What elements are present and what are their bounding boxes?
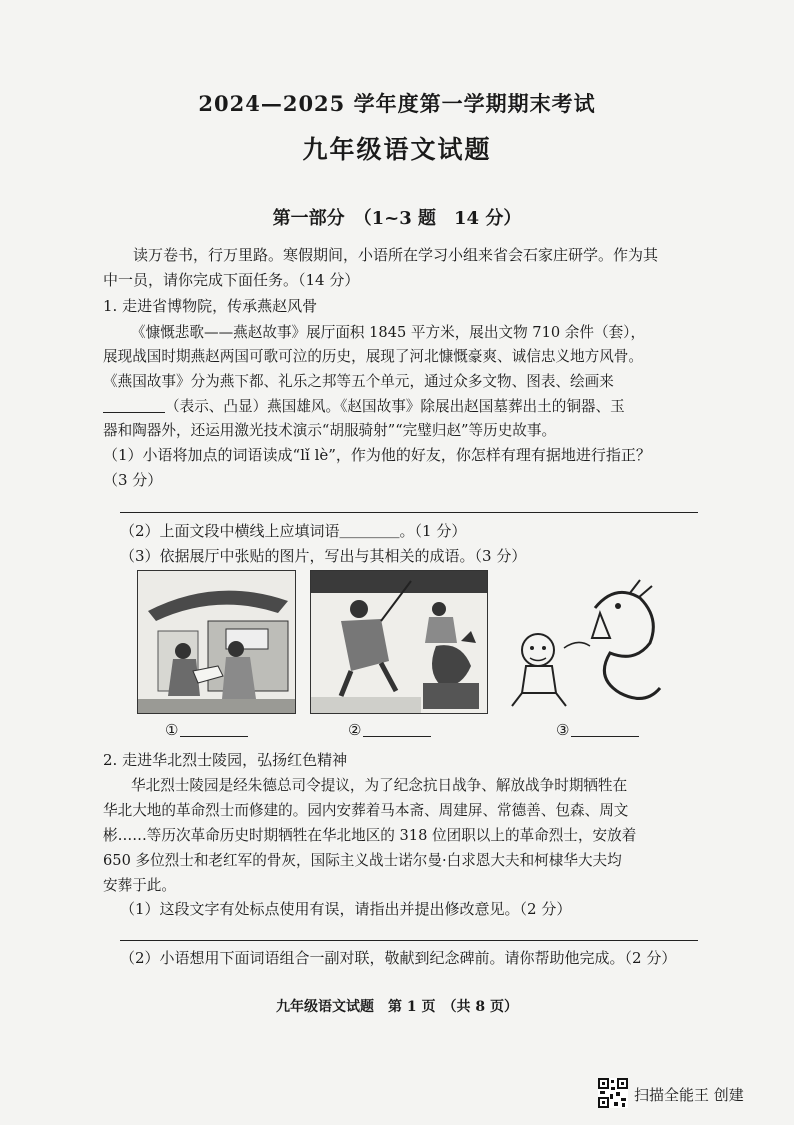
dragon-cartoon-picture xyxy=(500,568,670,714)
qr-code-icon xyxy=(598,1078,628,1108)
intro-line-2: 中一员，请你完成下面任务。（14 分） xyxy=(103,271,360,289)
palace-scene-picture xyxy=(137,570,296,714)
q1-sub3: （3）依据展厅中张贴的图片，写出与其相关的成语。（3 分） xyxy=(120,547,527,565)
exam-title: 2024—2025 学年度第一学期期末考试 xyxy=(198,91,596,116)
q2-para-line-2: 华北大地的革命烈士而修建的。园内安葬着马本斋、周建屏、常德善、包森、周文 xyxy=(103,802,629,819)
sword-rooster-picture xyxy=(310,570,488,714)
answer-blank-1[interactable] xyxy=(180,736,248,737)
q1-para-line-4 xyxy=(103,394,625,419)
subject-title: 九年级语文试题 xyxy=(302,135,492,164)
q2-para-line-5: 安葬于此。 xyxy=(103,877,176,894)
q1-sub2: （2）上面文段中横线上应填词语＿＿＿＿。（1 分） xyxy=(120,522,467,540)
q2-para-line-3: 彬……等历次革命历史时期牺牲在华北地区的 318 位团职以上的革命烈士，安放着 xyxy=(103,827,637,844)
figure-caption-3: ③ xyxy=(556,721,639,739)
page-footer: 九年级语文试题 第 1 页 （共 8 页） xyxy=(276,999,518,1015)
q1-para-line-1: 《慷慨悲歌——燕赵故事》展厅面积 1845 平方米，展出文物 710 余件（套）， xyxy=(131,324,646,341)
figure-caption-1: ① xyxy=(165,721,248,739)
q1-para-line-5: 器和陶器外，还运用激光技术演示“胡服骑射”“完璧归赵”等历史故事。 xyxy=(103,422,557,439)
q1-sub1-line-1: （1）小语将加点的词语读成“lǐ lè”，作为他的好友，你怎样有理有据地进行指正？ xyxy=(103,446,651,464)
dragon-cartoon-icon xyxy=(500,568,670,714)
q1-sub1-line-2: （3 分） xyxy=(103,471,163,489)
fill-in-blank[interactable] xyxy=(103,412,165,413)
palace-scene-icon xyxy=(138,571,295,713)
sword-rooster-icon xyxy=(311,571,487,713)
q2-para-line-1: 华北烈士陵园是经朱德总司令提议，为了纪念抗日战争、解放战争时期牺牲在 xyxy=(131,777,628,794)
figure-caption-2: ② xyxy=(348,721,431,739)
q2-sub2: （2）小语想用下面词语组合一副对联，敬献到纪念碑前。请你帮助他完成。（2 分） xyxy=(120,949,677,967)
answer-blank-3[interactable] xyxy=(571,736,639,737)
part-title: 第一部分 （1~3 题 14 分） xyxy=(272,208,522,229)
q2-para-line-4: 650 多位烈士和老红军的骨灰，国际主义战士诺尔曼·白求恩大夫和柯棣华大夫均 xyxy=(103,852,622,869)
answer-line-2[interactable] xyxy=(120,940,698,941)
q1-para-line-3: 《燕国故事》分为燕下都、礼乐之邦等五个单元，通过众多文物、图表、绘画来 xyxy=(103,373,614,390)
answer-line[interactable] xyxy=(120,512,698,513)
intro-line-1: 读万卷书，行万里路。寒假期间，小语所在学习小组来省会石家庄研学。作为其 xyxy=(133,246,659,264)
q1-para-line-4-text: （表示、凸显）燕国雄风。《赵国故事》除展出赵国墓葬出土的铜器、玉 xyxy=(165,398,625,415)
q2-sub1: （1）这段文字有处标点使用有误，请指出并提出修改意见。（2 分） xyxy=(120,900,572,918)
q2-heading: 2. 走进华北烈士陵园，弘扬红色精神 xyxy=(103,751,348,769)
q1-para-line-2: 展现战国时期燕赵两国可歌可泣的历史，展现了河北慷慨豪爽、诚信忠义地方风骨。 xyxy=(103,348,643,365)
scanner-watermark: 扫描全能王 创建 xyxy=(634,1086,744,1104)
answer-blank-2[interactable] xyxy=(363,736,431,737)
q1-heading: 1. 走进省博物院，传承燕赵风骨 xyxy=(103,297,318,315)
